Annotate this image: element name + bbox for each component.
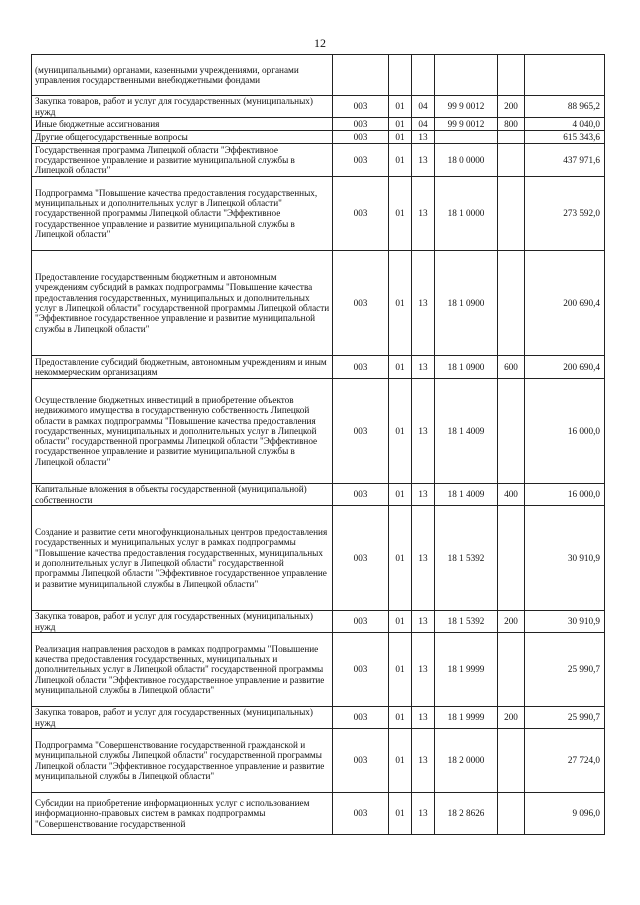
- row-subsection-code: 04: [412, 118, 435, 131]
- row-expense-code: [498, 251, 525, 356]
- row-name: Реализация направления расходов в рамках подпрограммы "Повышение качества предоставления государственных, муниципальных и дополнительных услуг в Липецкой области" государственной программы Липецкой области "Эффективное государственное управление и развитие муниципальной службы в Липецкой области": [32, 633, 333, 707]
- table-row: [32, 131, 605, 144]
- row-target-code: 18 1 5392: [435, 611, 498, 633]
- table-row: [32, 177, 605, 251]
- row-subsection-code: 13: [412, 356, 435, 379]
- table-row: [32, 793, 605, 835]
- row-subsection-code: 13: [412, 177, 435, 251]
- row-subsection-code: 13: [412, 611, 435, 633]
- table-row: [32, 484, 605, 506]
- row-section-code: 01: [389, 144, 412, 177]
- row-section-code: 01: [389, 793, 412, 835]
- table-row: [32, 633, 605, 707]
- row-sum: 25 990,7: [525, 633, 605, 707]
- row-sum: 16 000,0: [525, 484, 605, 506]
- row-ministry-code: 003: [333, 379, 389, 484]
- row-sum: 30 910,9: [525, 506, 605, 611]
- row-sum: 200 690,4: [525, 251, 605, 356]
- row-name: (муниципальными) органами, казенными учреждениями, органами управления государственными внебюджетными фондами: [32, 55, 333, 96]
- row-ministry-code: 003: [333, 729, 389, 793]
- row-expense-code: [498, 144, 525, 177]
- row-target-code: 18 2 0000: [435, 729, 498, 793]
- row-section-code: [389, 55, 412, 96]
- table-row: [32, 55, 605, 96]
- row-expense-code: 200: [498, 707, 525, 729]
- row-section-code: 01: [389, 118, 412, 131]
- row-sum: 27 724,0: [525, 729, 605, 793]
- row-expense-code: [498, 793, 525, 835]
- row-ministry-code: 003: [333, 144, 389, 177]
- page-number: 12: [314, 36, 326, 50]
- row-target-code: 18 2 8626: [435, 793, 498, 835]
- row-section-code: 01: [389, 484, 412, 506]
- row-subsection-code: 13: [412, 506, 435, 611]
- row-ministry-code: 003: [333, 96, 389, 118]
- row-name: Иные бюджетные ассигнования: [32, 118, 333, 131]
- table-body: [32, 55, 605, 835]
- row-section-code: 01: [389, 729, 412, 793]
- row-target-code: 99 9 0012: [435, 118, 498, 131]
- row-target-code: 18 0 0000: [435, 144, 498, 177]
- row-target-code: 99 9 0012: [435, 96, 498, 118]
- row-sum: 9 096,0: [525, 793, 605, 835]
- row-ministry-code: 003: [333, 484, 389, 506]
- row-expense-code: 600: [498, 356, 525, 379]
- row-target-code: 18 1 9999: [435, 707, 498, 729]
- row-expense-code: [498, 55, 525, 96]
- row-target-code: 18 1 0900: [435, 251, 498, 356]
- table-row: [32, 379, 605, 484]
- table-row: [32, 729, 605, 793]
- row-ministry-code: 003: [333, 118, 389, 131]
- row-section-code: 01: [389, 633, 412, 707]
- row-name: Осуществление бюджетных инвестиций в приобретение объектов недвижимого имущества в государственную собственность Липецкой области в рамках подпрограммы "Повышение качества предоставления государственных, муниципальных и дополнительных услуг в Липецкой области" государственной программы Липецкой области "Эффективное государственное управление и развитие муниципальной службы в Липецкой области": [32, 379, 333, 484]
- row-target-code: 18 1 4009: [435, 379, 498, 484]
- row-subsection-code: 13: [412, 144, 435, 177]
- row-section-code: 01: [389, 379, 412, 484]
- row-name: Предоставление государственным бюджетным и автономным учреждениям субсидий в рамках подпрограммы "Повышение качества предоставления государственных, муниципальных и дополнительных услуг в Липецкой области" государственной программы Липецкой области "Эффективное государственное управление и развитие муниципальной службы в Липецкой области": [32, 251, 333, 356]
- row-sum: 615 343,6: [525, 131, 605, 144]
- budget-table: [31, 54, 605, 835]
- row-ministry-code: 003: [333, 131, 389, 144]
- row-subsection-code: 04: [412, 96, 435, 118]
- row-name: Закупка товаров, работ и услуг для государственных (муниципальных) нужд: [32, 96, 333, 118]
- row-ministry-code: 003: [333, 356, 389, 379]
- table-row: [32, 356, 605, 379]
- row-sum: 25 990,7: [525, 707, 605, 729]
- table-row: [32, 144, 605, 177]
- table-row: [32, 251, 605, 356]
- table-row: [32, 118, 605, 131]
- row-sum: 437 971,6: [525, 144, 605, 177]
- row-expense-code: [498, 177, 525, 251]
- row-section-code: 01: [389, 251, 412, 356]
- row-name: Закупка товаров, работ и услуг для государственных (муниципальных) нужд: [32, 611, 333, 633]
- row-sum: 16 000,0: [525, 379, 605, 484]
- row-target-code: [435, 131, 498, 144]
- row-sum: 4 040,0: [525, 118, 605, 131]
- row-target-code: 18 1 9999: [435, 633, 498, 707]
- row-name: Создание и развитие сети многофункциональных центров предоставления государственных и муниципальных услуг в рамках подпрограммы "Повышение качества предоставления государственных, муниципальных и дополнительных услуг в Липецкой области" государственной программы Липецкой области "Эффективное государственное управление и развитие муниципальной службы в Липецкой области": [32, 506, 333, 611]
- row-section-code: 01: [389, 96, 412, 118]
- row-sum: 273 592,0: [525, 177, 605, 251]
- row-name: Субсидии на приобретение информационных услуг с использованием информационно-правовых систем в рамках подпрограммы "Совершенствование государственной: [32, 793, 333, 835]
- row-sum: 88 965,2: [525, 96, 605, 118]
- row-name: Государственная программа Липецкой области "Эффективное государственное управление и развитие муниципальной службы в Липецкой области": [32, 144, 333, 177]
- row-ministry-code: 003: [333, 611, 389, 633]
- row-ministry-code: 003: [333, 707, 389, 729]
- row-target-code: 18 1 4009: [435, 484, 498, 506]
- row-name: Подпрограмма "Совершенствование государственной гражданской и муниципальной службы Липецкой области" государственной программы Липецкой области "Эффективное государственное управление и развитие муниципальной службы в Липецкой области": [32, 729, 333, 793]
- row-section-code: 01: [389, 506, 412, 611]
- row-subsection-code: 13: [412, 729, 435, 793]
- row-section-code: 01: [389, 356, 412, 379]
- row-expense-code: 200: [498, 611, 525, 633]
- table-row: [32, 506, 605, 611]
- row-expense-code: 200: [498, 96, 525, 118]
- row-name: Закупка товаров, работ и услуг для государственных (муниципальных) нужд: [32, 707, 333, 729]
- row-name: Другие общегосударственные вопросы: [32, 131, 333, 144]
- row-subsection-code: 13: [412, 131, 435, 144]
- row-subsection-code: 13: [412, 633, 435, 707]
- row-name: Подпрограмма "Повышение качества предоставления государственных, муниципальных и дополнительных услуг в Липецкой области" государственной программы Липецкой области "Эффективное государственное управление и развитие муниципальной службы в Липецкой области": [32, 177, 333, 251]
- row-ministry-code: [333, 55, 389, 96]
- row-name: Капитальные вложения в объекты государственной (муниципальной) собственности: [32, 484, 333, 506]
- row-ministry-code: 003: [333, 251, 389, 356]
- row-subsection-code: 13: [412, 379, 435, 484]
- row-expense-code: [498, 379, 525, 484]
- row-target-code: 18 1 0000: [435, 177, 498, 251]
- row-expense-code: [498, 506, 525, 611]
- row-subsection-code: 13: [412, 251, 435, 356]
- row-expense-code: [498, 131, 525, 144]
- row-section-code: 01: [389, 707, 412, 729]
- row-expense-code: 800: [498, 118, 525, 131]
- row-section-code: 01: [389, 131, 412, 144]
- table-row: [32, 611, 605, 633]
- row-subsection-code: 13: [412, 793, 435, 835]
- row-ministry-code: 003: [333, 793, 389, 835]
- table-row: [32, 707, 605, 729]
- row-section-code: 01: [389, 611, 412, 633]
- row-target-code: [435, 55, 498, 96]
- row-ministry-code: 003: [333, 633, 389, 707]
- row-subsection-code: [412, 55, 435, 96]
- row-sum: [525, 55, 605, 96]
- row-ministry-code: 003: [333, 506, 389, 611]
- row-section-code: 01: [389, 177, 412, 251]
- row-ministry-code: 003: [333, 177, 389, 251]
- row-expense-code: [498, 633, 525, 707]
- row-target-code: 18 1 5392: [435, 506, 498, 611]
- row-sum: 30 910,9: [525, 611, 605, 633]
- row-subsection-code: 13: [412, 484, 435, 506]
- table-row: [32, 96, 605, 118]
- row-name: Предоставление субсидий бюджетным, автономным учреждениям и иным некоммерческим организациям: [32, 356, 333, 379]
- row-expense-code: [498, 729, 525, 793]
- row-sum: 200 690,4: [525, 356, 605, 379]
- row-subsection-code: 13: [412, 707, 435, 729]
- row-target-code: 18 1 0900: [435, 356, 498, 379]
- row-expense-code: 400: [498, 484, 525, 506]
